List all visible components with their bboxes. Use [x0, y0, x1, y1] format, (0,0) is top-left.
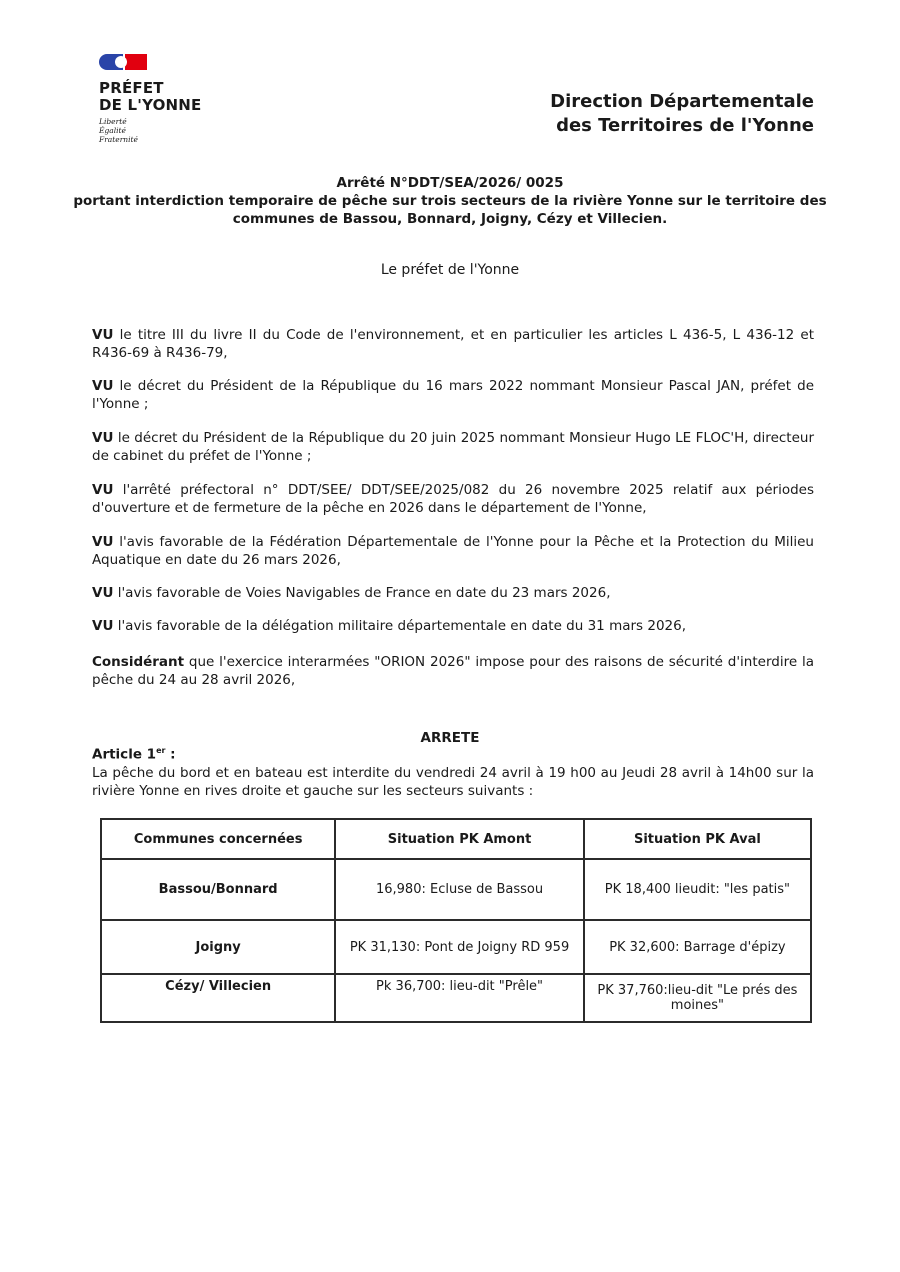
consideration-paragraph: VU l'avis favorable de la délégation militaire départementale en date du 31 mars 2026, — [92, 618, 687, 634]
column-header: Communes concernées — [101, 819, 335, 859]
republic-motto: Liberté Égalité Fraternité — [99, 117, 138, 144]
arrete-heading: ARRETE — [420, 730, 480, 746]
consideration-paragraph: VU le décret du Président de la République du 16 mars 2022 nommant Monsieur Pascal JAN, préfet de l'Yonne ; — [92, 378, 814, 412]
prefecture-logo — [99, 54, 239, 144]
article-1-label: Article 1er : — [92, 746, 176, 763]
table-row — [101, 974, 811, 1022]
table-cell: PK 37,760:lieu-dit "Le prés des moines" — [584, 974, 811, 1022]
article-1-text: La pêche du bord et en bateau est interdite du vendredi 24 avril à 19 h00 au Jeudi 28 avril à 14h00 sur la rivière Yonne en rives droite et gauche sur les secteurs suivants : — [92, 765, 814, 799]
consideration-paragraph: VU le titre III du livre II du Code de l'environnement, et en particulier les articles L 436-5, L 436-12 et R436-69 à R436-79, — [92, 327, 814, 361]
table-row — [101, 859, 811, 920]
table-cell: Joigny — [101, 920, 335, 974]
table-header-row — [101, 819, 811, 859]
table-cell: PK 32,600: Barrage d'épizy — [584, 920, 811, 974]
table-cell: PK 31,130: Pont de Joigny RD 959 — [335, 920, 584, 974]
marianne-flag-icon — [99, 54, 147, 70]
table-row — [101, 920, 811, 974]
table-cell: Pk 36,700: lieu-dit "Prêle" — [335, 974, 584, 1022]
consideration-paragraph: VU le décret du Président de la République du 20 juin 2025 nommant Monsieur Hugo LE FLOC'H, directeur de cabinet du préfet de l'Yonne ; — [92, 430, 814, 464]
table-cell: 16,980: Ecluse de Bassou — [335, 859, 584, 920]
prefet-title: PRÉFET DE L'YONNE — [99, 79, 202, 114]
table-cell: Bassou/Bonnard — [101, 859, 335, 920]
issuer-line: Le préfet de l'Yonne — [380, 262, 520, 278]
table-cell: PK 18,400 lieudit: "les patis" — [584, 859, 811, 920]
consideration-paragraph: VU l'avis favorable de Voies Navigables de France en date du 23 mars 2026, — [92, 585, 611, 601]
decree-title: Arrêté N°DDT/SEA/2026/ 0025 portant interdiction temporaire de pêche sur trois secteurs de la rivière Yonne sur le territoire des communes de Bassou, Bonnard, Joigny, Cézy et Villecien. — [73, 175, 827, 227]
column-header: Situation PK Amont — [335, 819, 584, 859]
column-header: Situation PK Aval — [584, 819, 811, 859]
fishing-sectors-table — [100, 818, 812, 1023]
table-cell: Cézy/ Villecien — [101, 974, 335, 1022]
consideration-paragraph: VU l'avis favorable de la Fédération Départementale de l'Yonne pour la Pêche et la Protection du Milieu Aquatique en date du 26 mars 2026, — [92, 534, 814, 568]
issuing-direction: Direction Départementale des Territoires de l'Yonne — [550, 91, 814, 136]
consideration-paragraph: Considérant que l'exercice interarmées "ORION 2026" impose pour des raisons de sécurité d'interdire la pêche du 24 au 28 avril 2026, — [92, 654, 814, 688]
consideration-paragraph: VU l'arrêté préfectoral n° DDT/SEE/ DDT/SEE/2025/082 du 26 novembre 2025 relatif aux périodes d'ouverture et de fermeture de la pêche en 2026 dans le département de l'Yonne, — [92, 482, 814, 516]
